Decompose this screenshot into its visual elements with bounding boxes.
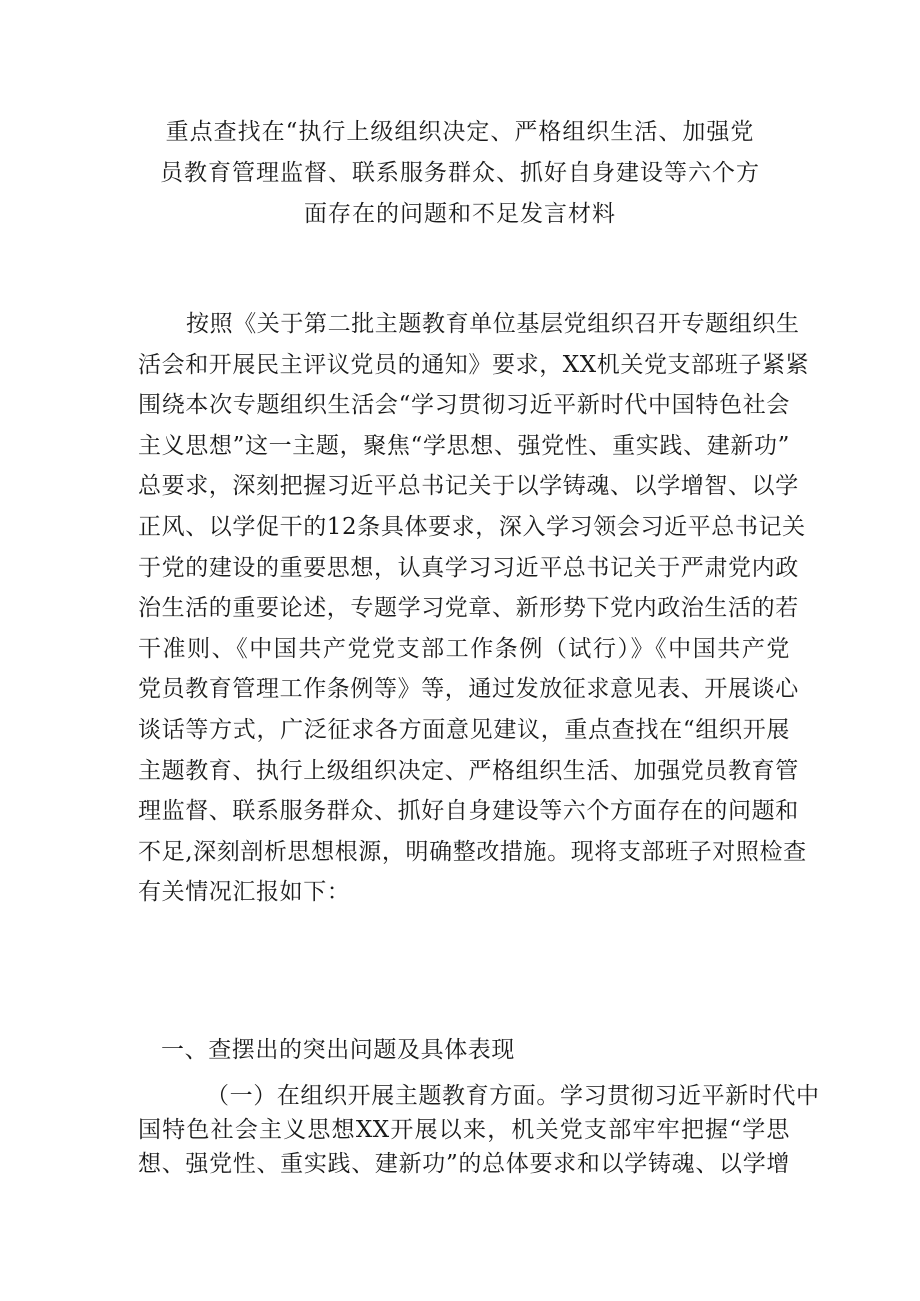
- paragraph-line: 围绕本次专题组织生活会“学习贯彻习近平新时代中国特色社会: [138, 392, 790, 419]
- paragraph-line: 理监督、联系服务群众、抓好自身建设等六个方面存在的问题和: [138, 798, 799, 825]
- paragraph-line: 主题教育、执行上级组织决定、严格组织生活、加强党员教育管: [138, 757, 799, 784]
- paragraph-line: 总要求，深刻把握习近平总书记关于以学铸魂、以学增智、以学: [138, 473, 799, 500]
- paragraph-line: 国特色社会主义思想XX开展以来，机关党支部牢牢把握“学思: [138, 1117, 790, 1143]
- section-heading: 一、查摆出的突出问题及具体表现: [161, 1037, 515, 1063]
- title-line: 面存在的问题和不足发言材料: [304, 201, 616, 227]
- intro-paragraph: [138, 304, 810, 913]
- paragraph-line: 治生活的重要论述，专题学习党章、新形势下党内政治生活的若: [138, 595, 799, 622]
- title-line: 重点查找在“执行上级组织决定、严格组织生活、加强党: [165, 119, 755, 145]
- paragraph-line: 活会和开展民主评议党员的通知》要求，XX机关党支部班子紧紧: [138, 351, 810, 378]
- title-line: 员教育管理监督、联系服务群众、抓好自身建设等六个方: [160, 160, 760, 186]
- paragraph-line: 想、强党性、重实践、建新功”的总体要求和以学铸魂、以学增: [138, 1151, 790, 1177]
- paragraph-line: 按照《关于第二批主题教育单位基层党组织召开专题组织生: [186, 311, 800, 337]
- paragraph-line: 党员教育管理工作条例等》等，通过发放征求意见表、开展谈心: [138, 676, 799, 703]
- subsection-paragraph: [138, 1079, 820, 1181]
- paragraph-line: （一）在组织开展主题教育方面。学习贯彻习近平新时代中: [206, 1083, 820, 1109]
- paragraph-line: 正风、以学促干的12条具体要求，深入学习领会习近平总书记关: [138, 513, 806, 540]
- document-title: [150, 112, 770, 235]
- paragraph-line: 不足,深刻剖析思想根源，明确整改措施。现将支部班子对照检查: [138, 838, 807, 865]
- paragraph-line: 主义思想”这一主题，聚焦“学思想、强党性、重实践、建新功”: [138, 432, 790, 459]
- paragraph-line: 于党的建设的重要思想，认真学习习近平总书记关于严肃党内政: [138, 554, 799, 581]
- paragraph-line: 干准则、《中国共产党党支部工作条例（试行）》《中国共产党: [138, 635, 790, 662]
- paragraph-line: 谈话等方式，广泛征求各方面意见建议，重点查找在“组织开展: [138, 716, 790, 743]
- paragraph-line: 有关情况汇报如下：: [138, 879, 351, 906]
